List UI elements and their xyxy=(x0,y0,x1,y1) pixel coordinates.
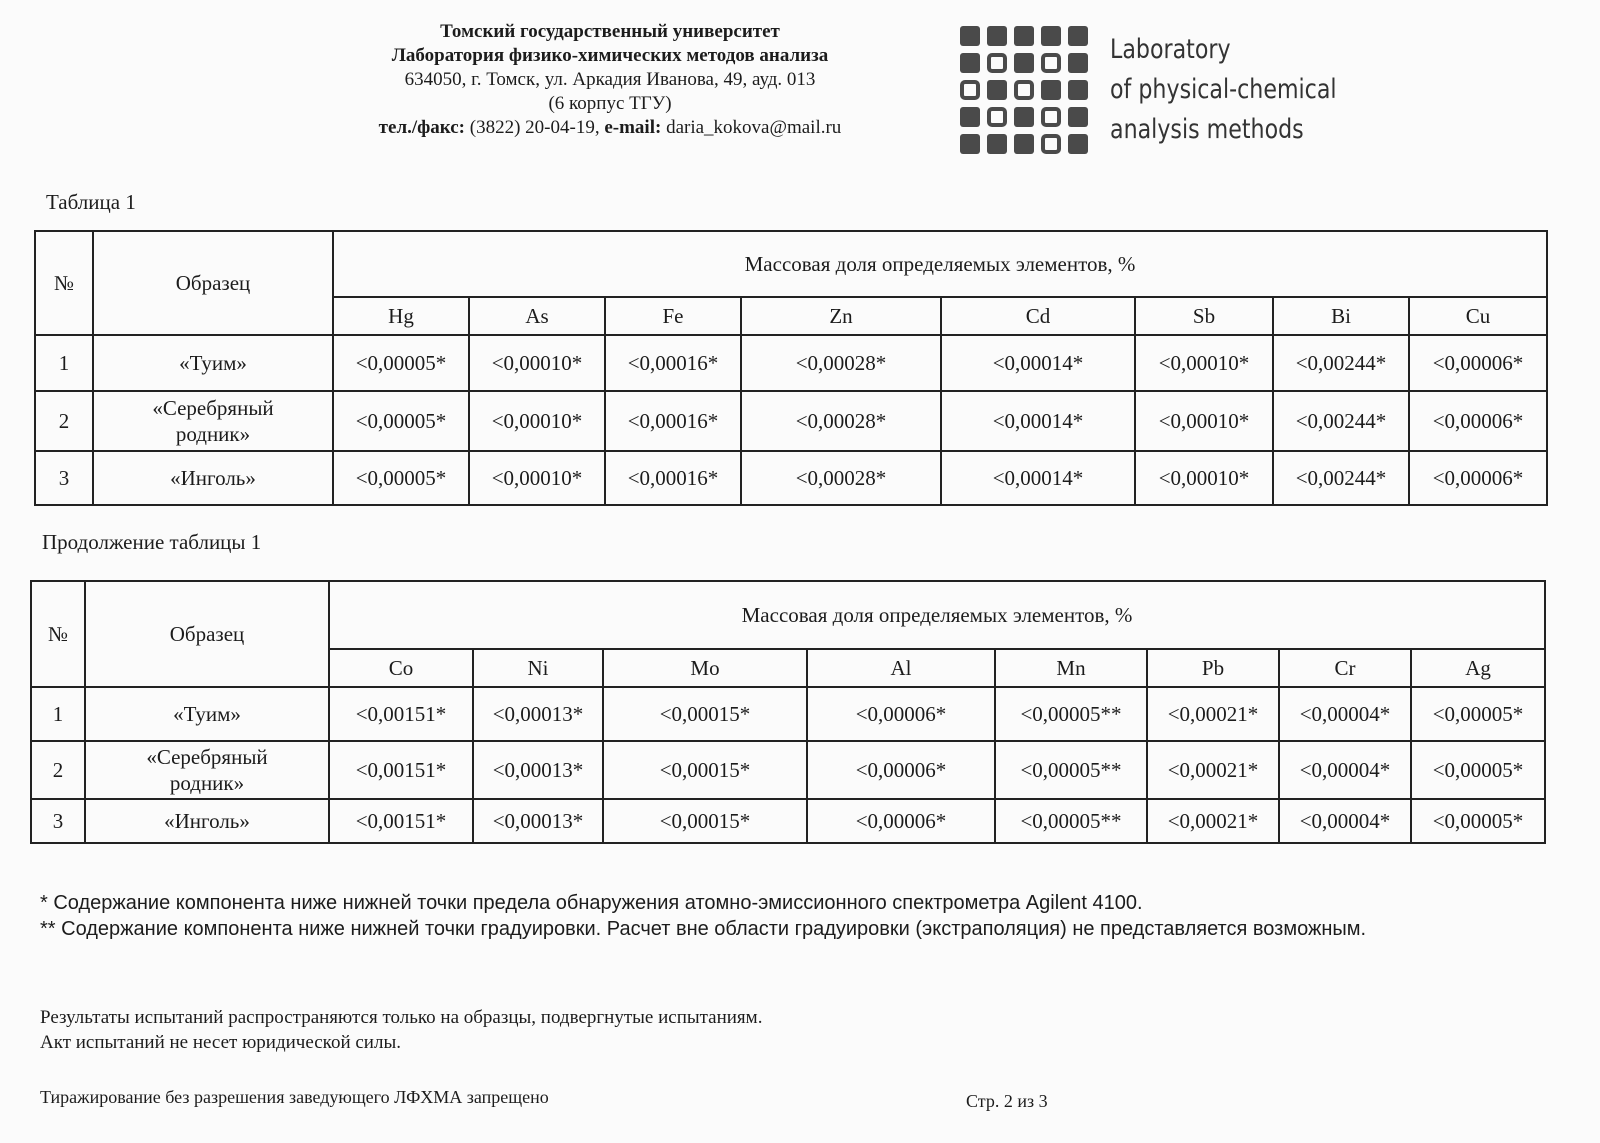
value-cell: <0,00021* xyxy=(1147,799,1279,843)
element-header: Zn xyxy=(741,297,941,335)
value-cell: <0,00016* xyxy=(605,451,741,505)
contacts xyxy=(330,116,890,140)
value-cell: <0,00014* xyxy=(941,451,1135,505)
table-row xyxy=(35,391,1547,451)
value-cell: <0,00015* xyxy=(603,687,807,741)
logo-line-1: Laboratory xyxy=(1110,34,1231,65)
value-cell: <0,00005** xyxy=(995,799,1147,843)
value-cell: <0,00016* xyxy=(605,335,741,391)
element-header: Cu xyxy=(1409,297,1547,335)
row-number: 1 xyxy=(35,335,93,391)
value-cell: <0,00014* xyxy=(941,335,1135,391)
value-cell: <0,00028* xyxy=(741,335,941,391)
element-header: Cr xyxy=(1279,649,1411,687)
value-cell: <0,00006* xyxy=(1409,451,1547,505)
document-header xyxy=(330,20,890,140)
sample-name: «Инголь» xyxy=(85,799,329,843)
value-cell: <0,00005** xyxy=(995,687,1147,741)
value-cell: <0,00028* xyxy=(741,391,941,451)
value-cell: <0,00015* xyxy=(603,799,807,843)
value-cell: <0,00010* xyxy=(469,335,605,391)
row-number: 2 xyxy=(35,391,93,451)
element-header: Co xyxy=(329,649,473,687)
value-cell: <0,00006* xyxy=(807,741,995,799)
element-header: Pb xyxy=(1147,649,1279,687)
footnote-1: * Содержание компонента ниже нижней точки предела обнаружения атомно-эмиссионного спектрометра Agilent 4100. xyxy=(40,892,1143,914)
value-cell: <0,00006* xyxy=(1409,335,1547,391)
address: 634050, г. Томск, ул. Аркадия Иванова, 49, ауд. 013 xyxy=(404,69,816,90)
value-cell: <0,00010* xyxy=(1135,335,1273,391)
row-number: 1 xyxy=(31,687,85,741)
lab-logo-grid-icon xyxy=(960,26,1088,154)
building: (6 корпус ТГУ) xyxy=(548,93,672,114)
value-cell: <0,00151* xyxy=(329,687,473,741)
results-disclaimer xyxy=(40,1005,762,1055)
value-cell: <0,00015* xyxy=(603,741,807,799)
logo-line-2: of physical-chemical xyxy=(1110,74,1337,105)
logo-line-3: analysis methods xyxy=(1110,114,1304,145)
element-header: Hg xyxy=(333,297,469,335)
value-cell: <0,00010* xyxy=(469,451,605,505)
results-line-2: Акт испытаний не несет юридической силы. xyxy=(40,1032,401,1053)
value-cell: <0,00013* xyxy=(473,741,603,799)
value-cell: <0,00004* xyxy=(1279,799,1411,843)
value-cell: <0,00151* xyxy=(329,799,473,843)
element-header: Mn xyxy=(995,649,1147,687)
element-header: Ni xyxy=(473,649,603,687)
element-header: Fe xyxy=(605,297,741,335)
element-header: Sb xyxy=(1135,297,1273,335)
table-row xyxy=(31,799,1545,843)
sample-name: «Туим» xyxy=(93,335,333,391)
value-cell: <0,00005* xyxy=(1411,741,1545,799)
table-row xyxy=(35,451,1547,505)
footnotes xyxy=(40,890,1560,942)
value-cell: <0,00016* xyxy=(605,391,741,451)
footnote-2: ** Содержание компонента ниже нижней точки градуировки. Расчет вне области градуировки (экстраполяция) не представляется возможным. xyxy=(40,918,1367,940)
table1-caption: Таблица 1 xyxy=(46,190,136,214)
value-cell: <0,00021* xyxy=(1147,741,1279,799)
table-row xyxy=(35,335,1547,391)
tel-value: (3822) 20-04-19, xyxy=(469,117,600,138)
sample-name: «Инголь» xyxy=(93,451,333,505)
row-number: 2 xyxy=(31,741,85,799)
sample-name: «Туим» xyxy=(85,687,329,741)
row-number: 3 xyxy=(31,799,85,843)
table2-caption: Продолжение таблицы 1 xyxy=(42,530,262,554)
col-sample-header: Образец xyxy=(93,231,333,335)
table-row xyxy=(31,687,1545,741)
element-header: Bi xyxy=(1273,297,1409,335)
col-group-header: Массовая доля определяемых элементов, % xyxy=(329,581,1545,649)
value-cell: <0,00005* xyxy=(333,335,469,391)
value-cell: <0,00028* xyxy=(741,451,941,505)
element-header: As xyxy=(469,297,605,335)
col-group-header: Массовая доля определяемых элементов, % xyxy=(333,231,1547,297)
sample-name: «Серебряный родник» xyxy=(85,741,329,799)
value-cell: <0,00006* xyxy=(1409,391,1547,451)
value-cell: <0,00244* xyxy=(1273,335,1409,391)
value-cell: <0,00004* xyxy=(1279,687,1411,741)
logo-text xyxy=(1110,30,1337,150)
element-header: Mo xyxy=(603,649,807,687)
value-cell: <0,00006* xyxy=(807,687,995,741)
element-header: Cd xyxy=(941,297,1135,335)
value-cell: <0,00006* xyxy=(807,799,995,843)
sample-name: «Серебряный родник» xyxy=(93,391,333,451)
value-cell: <0,00005** xyxy=(995,741,1147,799)
row-number: 3 xyxy=(35,451,93,505)
element-header: Al xyxy=(807,649,995,687)
table-row xyxy=(31,741,1545,799)
value-cell: <0,00010* xyxy=(1135,391,1273,451)
value-cell: <0,00013* xyxy=(473,799,603,843)
value-cell: <0,00010* xyxy=(1135,451,1273,505)
table2 xyxy=(30,580,1546,844)
tel-label: тел./факс: xyxy=(378,117,466,138)
lab-name: Лаборатория физико-химических методов анализа xyxy=(391,45,829,66)
value-cell: <0,00010* xyxy=(469,391,605,451)
col-number-header: № xyxy=(31,581,85,687)
value-cell: <0,00151* xyxy=(329,741,473,799)
email-label: e-mail: xyxy=(604,117,662,138)
copy-restriction: Тиражирование без разрешения заведующего ЛФХМА запрещено xyxy=(40,1087,549,1107)
value-cell: <0,00244* xyxy=(1273,391,1409,451)
value-cell: <0,00013* xyxy=(473,687,603,741)
value-cell: <0,00021* xyxy=(1147,687,1279,741)
value-cell: <0,00005* xyxy=(1411,687,1545,741)
col-sample-header: Образец xyxy=(85,581,329,687)
org-name: Томский государственный университет xyxy=(440,21,780,42)
value-cell: <0,00005* xyxy=(1411,799,1545,843)
element-header: Ag xyxy=(1411,649,1545,687)
col-number-header: № xyxy=(35,231,93,335)
value-cell: <0,00244* xyxy=(1273,451,1409,505)
lab-logo xyxy=(960,26,1386,154)
email-value: daria_kokova@mail.ru xyxy=(666,117,842,138)
value-cell: <0,00005* xyxy=(333,391,469,451)
page-number: Стр. 2 из 3 xyxy=(966,1091,1048,1111)
value-cell: <0,00004* xyxy=(1279,741,1411,799)
table1 xyxy=(34,230,1548,506)
value-cell: <0,00005* xyxy=(333,451,469,505)
results-line-1: Результаты испытаний распространяются только на образцы, подвергнутые испытаниям. xyxy=(40,1007,763,1028)
value-cell: <0,00014* xyxy=(941,391,1135,451)
